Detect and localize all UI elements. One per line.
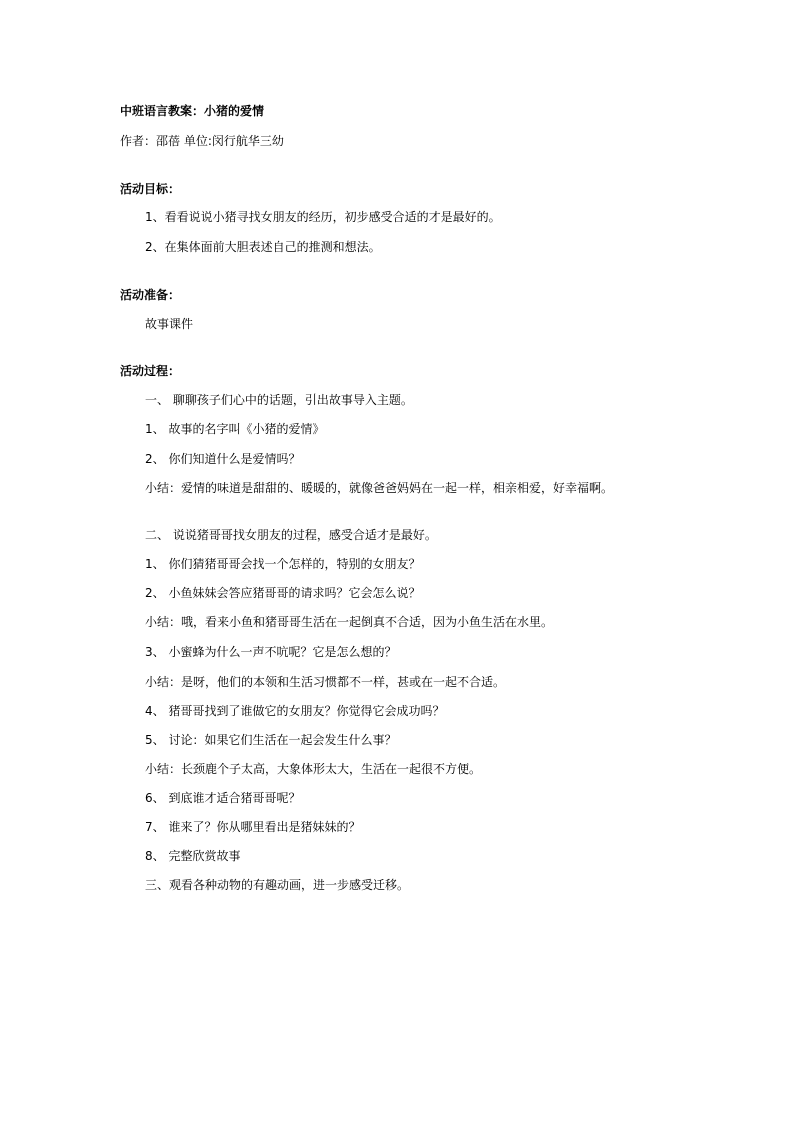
process-step: 5、 讨论：如果它们生活在一起会发生什么事？ xyxy=(145,733,397,747)
process-summary: 小结：爱情的味道是甜甜的、暖暖的，就像爸爸妈妈在一起一样，相亲相爱，好幸福啊。 xyxy=(145,481,614,495)
goal-item: 1、看看说说小猪寻找女朋友的经历，初步感受合适的才是最好的。 xyxy=(145,210,501,224)
process-step: 二、 说说猪哥哥找女朋友的过程，感受合适才是最好。 xyxy=(145,528,437,542)
process-step: 2、 你们知道什么是爱情吗？ xyxy=(145,452,301,466)
process-heading: 活动过程： xyxy=(120,364,181,378)
process-summary: 小结：哦，看来小鱼和猪哥哥生活在一起倒真不合适，因为小鱼生活在水里。 xyxy=(145,615,554,629)
goals-heading: 活动目标： xyxy=(120,182,181,196)
process-step: 8、 完整欣赏故事 xyxy=(145,849,241,863)
process-step: 4、 猪哥哥找到了谁做它的女朋友？你觉得它会成功吗？ xyxy=(145,704,445,718)
process-step: 3、 小蜜蜂为什么一声不吭呢？它是怎么想的？ xyxy=(145,645,397,659)
process-summary: 小结：长颈鹿个子太高，大象体形太大，生活在一起很不方便。 xyxy=(145,762,482,776)
process-step: 2、 小鱼妹妹会答应猪哥哥的请求吗？它会怎么说？ xyxy=(145,586,421,600)
preparation-item: 故事课件 xyxy=(145,317,194,331)
document-title: 中班语言教案：小猪的爱情 xyxy=(120,104,265,118)
process-step: 1、 你们猜猪哥哥会找一个怎样的，特别的女朋友？ xyxy=(145,557,421,571)
process-summary: 小结：是呀，他们的本领和生活习惯都不一样，甚或在一起不合适。 xyxy=(145,675,506,689)
author-line: 作者：邵蓓 单位:闵行航华三幼 xyxy=(120,134,284,148)
process-step: 7、 谁来了？你从哪里看出是猪妹妹的？ xyxy=(145,820,361,834)
process-step: 三、观看各种动物的有趣动画，进一步感受迁移。 xyxy=(145,878,410,892)
goal-item: 2、在集体面前大胆表述自己的推测和想法。 xyxy=(145,240,381,254)
process-step: 6、 到底谁才适合猪哥哥呢？ xyxy=(145,791,301,805)
process-step: 一、 聊聊孩子们心中的话题，引出故事导入主题。 xyxy=(145,393,413,407)
preparation-heading: 活动准备： xyxy=(120,288,181,302)
process-step: 1、 故事的名字叫《小猪的爱情》 xyxy=(145,422,325,436)
